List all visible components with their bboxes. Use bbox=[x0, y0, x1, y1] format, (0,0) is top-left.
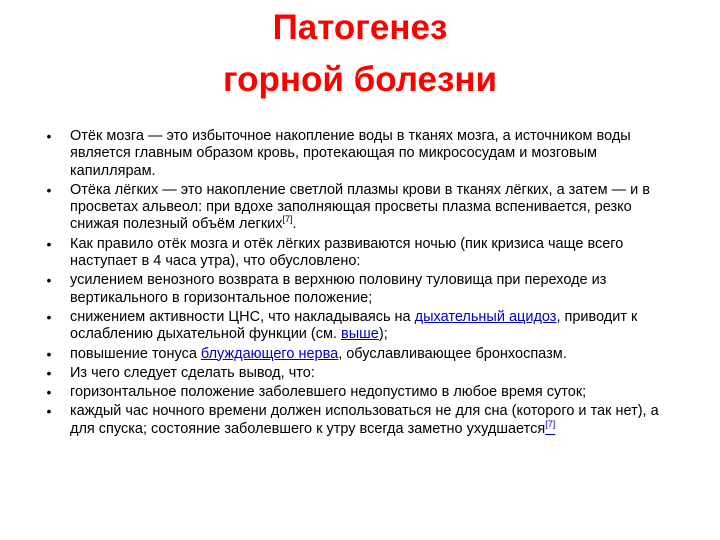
bullet-list bbox=[42, 128, 682, 440]
text-run: Из чего следует сделать вывод, что: bbox=[70, 364, 315, 381]
bullet-item bbox=[42, 346, 682, 363]
bullet-item bbox=[42, 365, 682, 382]
inline-link[interactable]: дыхательный ацидоз bbox=[414, 308, 557, 325]
text-run: снижением активности ЦНС, что накладываясь на bbox=[70, 308, 415, 325]
bullet-dot-icon: • bbox=[46, 364, 52, 381]
bullet-text bbox=[70, 384, 586, 400]
slide-title-line-1: Патогенез bbox=[272, 8, 448, 47]
bullet-item bbox=[42, 236, 682, 271]
text-run: Отёк мозга — это избыточное накопление воды в тканях мозга, а источником воды является главным образом кровь, протекающая по микрососудам и мозговым капиллярам. bbox=[70, 128, 631, 179]
bullet-dot-icon: • bbox=[46, 272, 52, 289]
bullet-text bbox=[70, 309, 637, 342]
bullet-dot-icon: • bbox=[46, 181, 52, 198]
inline-link[interactable]: блуждающего нерва bbox=[200, 345, 339, 362]
bullet-text bbox=[70, 272, 606, 305]
bullet-text bbox=[70, 236, 623, 269]
inline-link[interactable]: выше bbox=[341, 326, 379, 343]
bullet-dot-icon: • bbox=[46, 403, 52, 420]
bullet-item bbox=[42, 384, 682, 401]
bullet-text bbox=[70, 182, 650, 233]
bullet-text bbox=[70, 365, 315, 381]
text-run: повышение тонуса bbox=[70, 345, 201, 362]
text-run: Как правило отёк мозга и отёк лёгких развиваются ночью (пик кризиса чаще всего наступает в 4 часа утра), что обусловлено: bbox=[70, 235, 624, 270]
text-run: каждый час ночного времени должен использоваться не для сна (которого и так нет), а для спуска; состояние заболевшего к утру всегда заметно ухудшается bbox=[70, 403, 659, 437]
bullet-item bbox=[42, 309, 682, 344]
bullet-text bbox=[70, 403, 659, 436]
text-run: Отёка лёгких — это накопление светлой плазмы крови в тканях лёгких, а затем — и в просветах альвеол: при вдохе заполняющая просветы плазма вспенивается, резко снижая полезный объём легких bbox=[70, 181, 650, 233]
text-run: горизонтальное положение заболевшего недопустимо в любое время суток; bbox=[70, 384, 587, 401]
bullet-item bbox=[42, 182, 682, 234]
bullet-dot-icon: • bbox=[46, 345, 52, 362]
bullet-text bbox=[70, 128, 631, 179]
text-run: ); bbox=[378, 326, 388, 343]
text-run: , приводит к ослаблению дыхательной функции (см. bbox=[70, 308, 638, 343]
bullet-item bbox=[42, 403, 682, 438]
bullet-item bbox=[42, 128, 682, 180]
bullet-item bbox=[42, 272, 682, 307]
citation-link[interactable] bbox=[545, 418, 556, 437]
text-run: , обуславливающее бронхоспазм. bbox=[338, 345, 567, 362]
bullet-dot-icon: • bbox=[46, 235, 52, 252]
text-run: . bbox=[292, 216, 297, 233]
bullet-dot-icon: • bbox=[46, 128, 52, 144]
text-run: усилением венозного возврата в верхнюю половину туловища при переходе из вертикального в горизонтальное положение; bbox=[70, 272, 607, 306]
bullet-dot-icon: • bbox=[46, 384, 52, 401]
citation-mark: [7] bbox=[545, 418, 556, 429]
slide-title bbox=[0, 2, 720, 106]
bullet-dot-icon: • bbox=[46, 308, 52, 325]
bullet-text bbox=[70, 346, 567, 362]
citation-mark: [7] bbox=[282, 214, 293, 225]
slide-title-line-2: горной болезни bbox=[222, 60, 498, 99]
